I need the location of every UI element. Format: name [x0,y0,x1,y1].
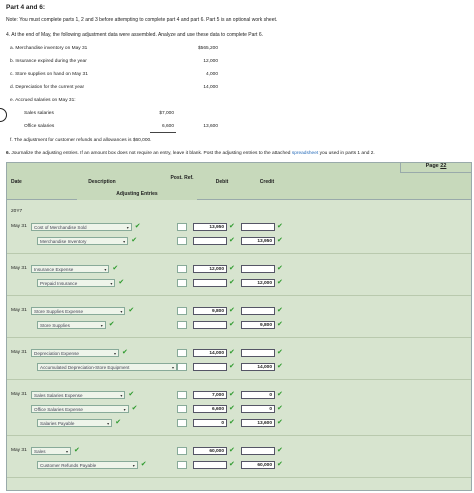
adjustment-c-label: c. Store supplies on hand on May 31 [10,72,88,77]
credit-input[interactable] [241,307,275,315]
account-select[interactable] [37,321,106,329]
dropdown-arrow-icon[interactable]: ▾ [107,421,110,426]
post-ref-input[interactable] [177,237,187,245]
sales-salaries-value: $7,000 [159,111,174,116]
col-post-ref: Post. Ref. [170,175,194,181]
post-ref-input[interactable] [177,349,187,357]
check-icon: ✔ [140,461,147,468]
entry-separator [7,295,471,296]
dropdown-arrow-icon[interactable]: ▾ [110,281,113,286]
check-icon: ✔ [229,237,235,244]
adjustment-e-label: e. Accrued salaries on May 31: [10,98,76,103]
col-credit: Credit [259,179,275,185]
question-6-number: 6. [6,151,11,156]
check-icon: ✔ [115,419,122,426]
check-icon: ✔ [229,391,235,398]
account-select[interactable] [31,223,132,231]
account-name: Sales [34,449,46,454]
check-icon: ✔ [229,349,235,356]
account-select[interactable] [31,307,125,315]
credit-input[interactable]: 13,600 [241,419,275,427]
section-title: Part 4 and 6: [6,4,46,11]
journal-table [6,162,472,491]
question-6-text [6,151,375,156]
account-name: Store Supplies Expense [34,309,84,314]
account-name: Depreciation Expense [34,351,79,356]
account-name: Sales Salaries Expense [34,393,83,398]
item-f-text: f. The adjustment for customer refunds and allowances is $60,000. [10,138,152,143]
col-date: Date [11,179,22,185]
instruction-note: Note: You must complete parts 1, 2 and 3 before attempting to complete part 4 and part 6. Part 5 is an optional work sheet. [6,17,278,23]
post-ref-input[interactable] [177,279,187,287]
debit-input[interactable] [193,461,227,469]
credit-input[interactable] [241,447,275,455]
check-icon: ✔ [277,223,283,230]
account-name: Insurance Expense [34,267,74,272]
account-name: Accumulated Depreciation-Store Equipment [40,365,130,370]
account-select[interactable] [31,405,129,413]
check-icon: ✔ [277,349,283,356]
spreadsheet-link[interactable]: spreadsheet [291,151,319,156]
check-icon: ✔ [277,419,283,426]
entry-date: May 31 [11,392,27,397]
check-icon: ✔ [128,391,135,398]
dropdown-arrow-icon[interactable]: ▾ [171,365,174,370]
debit-input[interactable] [193,237,227,245]
entry-separator [7,435,471,436]
account-name: Office Salaries Expense [34,407,83,412]
check-icon: ✔ [277,307,283,314]
question-4-text: 4. At the end of May, the following adjustment data were assembled. Analyze and use these data to complete Part 6. [6,32,264,38]
adjustment-a-value: $565,200 [197,46,218,51]
credit-input[interactable]: 13,950 [241,237,275,245]
credit-input[interactable] [241,265,275,273]
check-icon: ✔ [74,447,80,454]
page-label: Page [425,163,439,169]
page-number: 22 [440,163,447,169]
debit-input[interactable] [193,363,227,371]
account-name: Merchandise Inventory [40,239,87,244]
check-icon: ✔ [112,265,119,272]
post-ref-input[interactable] [177,265,187,273]
account-name: Store Supplies [40,323,70,328]
adjustment-a-label: a. Merchandise inventory on May 31 [10,46,88,51]
credit-input[interactable]: 12,000 [241,279,275,287]
entry-separator [7,477,471,478]
office-salaries-value: 6,600 [161,124,174,129]
account-select[interactable] [37,237,128,245]
check-icon: ✔ [229,419,235,426]
credit-input[interactable] [241,223,275,231]
adjusting-entries-header: Adjusting Entries [77,191,197,200]
adjustment-d-label: d. Depreciation for the current year [10,85,85,90]
sales-salaries-label: Sales salaries [24,111,54,116]
check-icon: ✔ [277,447,283,454]
check-icon: ✔ [277,363,283,370]
dropdown-arrow-icon[interactable]: ▾ [100,323,103,328]
adjustment-c-value: 4,000 [205,72,218,77]
entry-separator [7,337,471,338]
post-ref-input[interactable] [177,461,187,469]
check-icon: ✔ [229,321,235,328]
account-select[interactable] [31,349,119,357]
debit-input[interactable]: 12,000 [193,265,227,273]
entry-separator [7,379,471,380]
check-icon: ✔ [277,279,283,286]
check-icon: ✔ [229,307,235,314]
check-icon: ✔ [229,363,235,370]
post-ref-input[interactable] [177,363,187,371]
check-icon: ✔ [229,223,235,230]
dropdown-arrow-icon[interactable]: ▾ [104,267,107,272]
debit-input[interactable]: 9,800 [193,307,227,315]
check-icon: ✔ [277,391,283,398]
check-icon: ✔ [229,279,235,286]
debit-input[interactable]: 14,000 [193,349,227,357]
account-select[interactable] [37,279,115,287]
account-name: Customer Refunds Payable [40,463,97,468]
check-icon: ✔ [118,279,125,286]
check-icon: ✔ [131,237,138,244]
check-icon: ✔ [131,405,138,412]
account-name: Cost of Merchandise Sold [34,225,87,230]
salaries-total-value: 13,600 [203,124,218,129]
dropdown-arrow-icon[interactable]: ▾ [120,309,123,314]
post-ref-input[interactable] [177,321,187,329]
check-icon: ✔ [277,461,283,468]
entry-date: May 31 [11,224,27,229]
debit-input[interactable] [193,321,227,329]
credit-input[interactable] [241,349,275,357]
account-name: Prepaid Insurance [40,281,78,286]
debit-input[interactable]: 13,950 [193,223,227,231]
total-rule [150,132,176,133]
check-icon: ✔ [108,321,115,328]
dropdown-arrow-icon[interactable]: ▾ [65,449,68,454]
dropdown-arrow-icon[interactable]: ▾ [113,351,116,356]
debit-input[interactable]: 7,000 [193,391,227,399]
entry-date: May 31 [11,266,27,271]
account-select[interactable] [37,461,138,469]
post-ref-input[interactable] [177,419,187,427]
entry-separator [7,253,471,254]
adjustment-d-value: 14,000 [203,85,218,90]
check-icon: ✔ [229,405,235,412]
adjustment-b-label: b. Insurance expired during the year [10,59,87,64]
check-icon: ✔ [229,447,235,454]
page-indicator [400,163,471,173]
dropdown-arrow-icon[interactable]: ▾ [123,239,126,244]
debit-input[interactable]: 0 [193,419,227,427]
year-label: 20Y7 [11,209,23,214]
adjustment-b-value: 12,000 [203,59,218,64]
debit-input[interactable]: 6,600 [193,405,227,413]
credit-input[interactable]: 9,800 [241,321,275,329]
col-debit: Debit [215,179,229,185]
credit-input[interactable]: 60,000 [241,461,275,469]
check-icon: ✔ [277,405,283,412]
post-ref-input[interactable] [177,405,187,413]
debit-input[interactable] [193,279,227,287]
dropdown-arrow-icon[interactable]: ▾ [132,463,135,468]
credit-input[interactable]: 14,000 [241,363,275,371]
bullet-marker-icon [0,108,7,122]
question-6-suffix: you used in parts 1 and 2. [319,151,375,156]
check-icon: ✔ [122,349,128,356]
check-icon: ✔ [277,265,283,272]
dropdown-arrow-icon[interactable]: ▾ [123,407,126,412]
account-select[interactable] [37,363,177,371]
credit-input[interactable]: 0 [241,391,275,399]
check-icon: ✔ [134,223,141,230]
post-ref-input[interactable] [177,223,187,231]
check-icon: ✔ [277,321,283,328]
col-description: Description [88,179,116,185]
entry-date: May 31 [11,350,27,355]
account-select[interactable] [31,447,71,455]
entry-date: May 31 [11,308,27,313]
post-ref-input[interactable] [177,391,187,399]
dropdown-arrow-icon[interactable]: ▾ [126,225,129,230]
check-icon: ✔ [229,265,235,272]
credit-input[interactable]: 0 [241,405,275,413]
check-icon: ✔ [229,461,235,468]
check-icon: ✔ [277,237,283,244]
post-ref-input[interactable] [177,447,187,455]
account-select[interactable] [31,391,125,399]
debit-input[interactable]: 60,000 [193,447,227,455]
account-name: Salaries Payable [40,421,75,426]
question-6-body: Journalize the adjusting entries. If an amount box does not require an entry, leave it blank. Post the adjusting entries to the attached [11,151,291,156]
account-select[interactable] [37,419,112,427]
account-select[interactable] [31,265,109,273]
entry-date: May 31 [11,448,27,453]
dropdown-arrow-icon[interactable]: ▾ [120,393,123,398]
check-icon: ✔ [128,307,135,314]
post-ref-input[interactable] [177,307,187,315]
office-salaries-label: Office salaries [24,124,55,129]
